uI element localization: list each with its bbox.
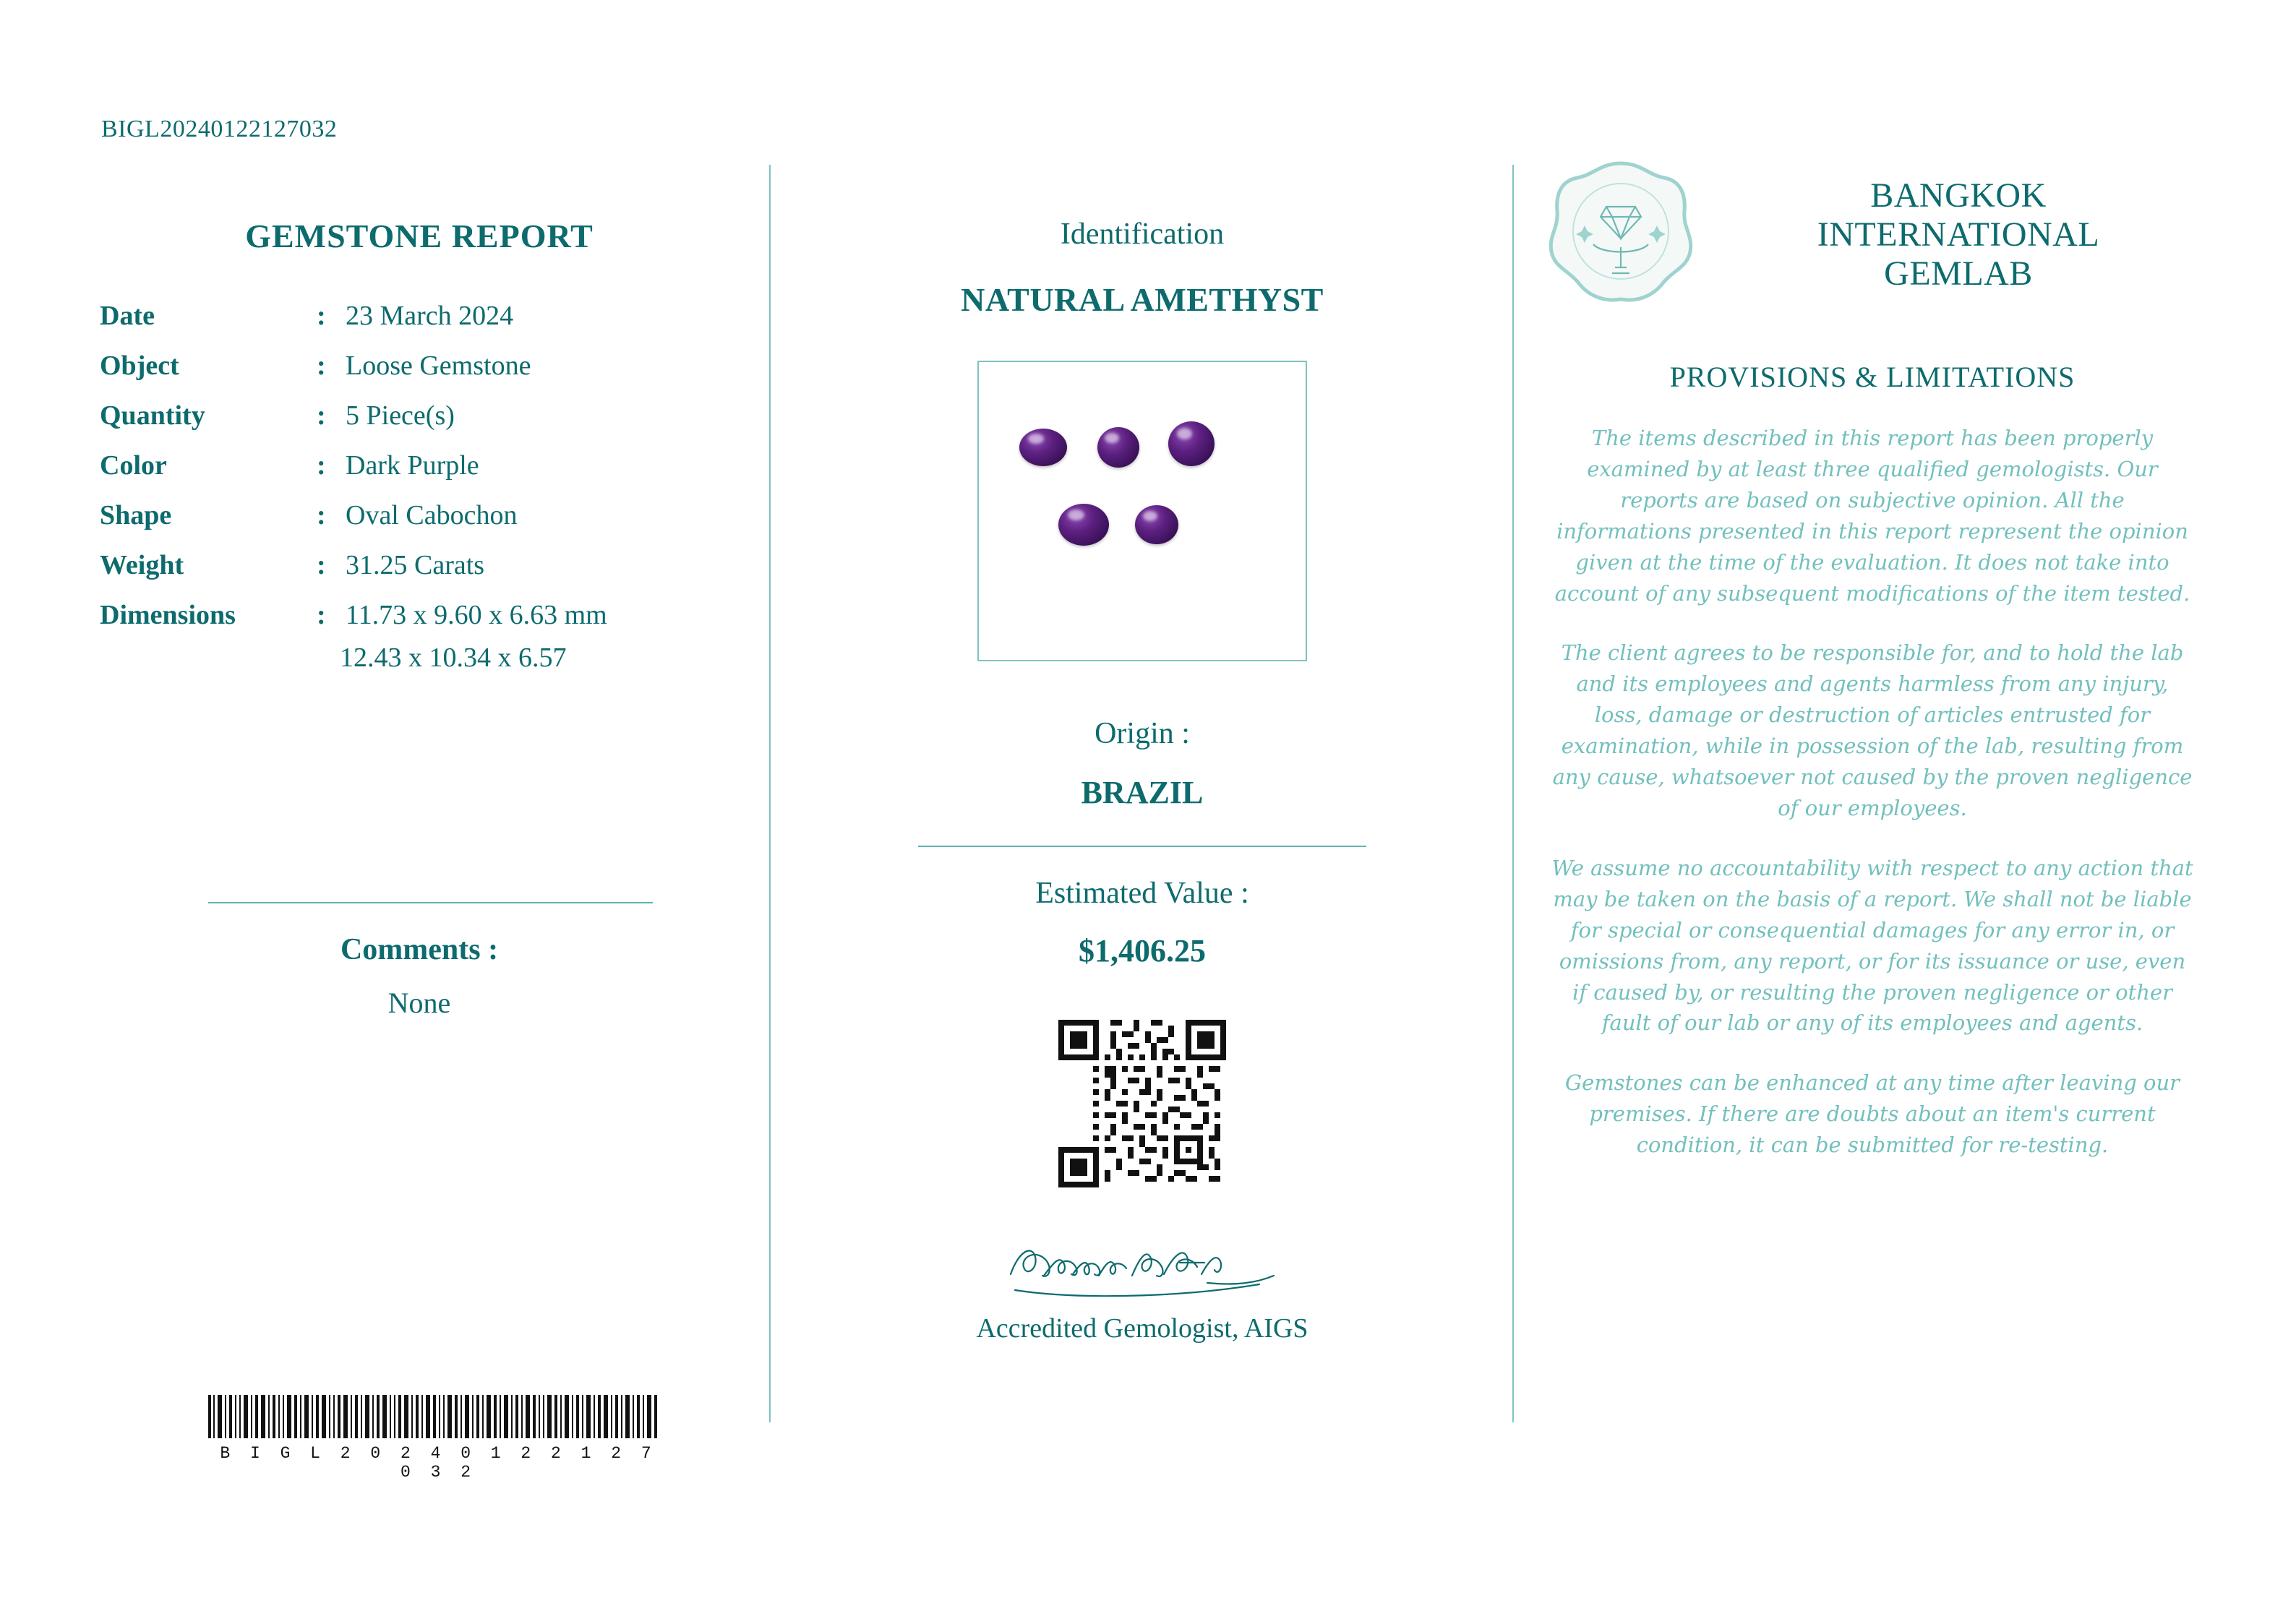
identification-value: NATURAL AMETHYST — [961, 281, 1324, 318]
table-row — [100, 350, 607, 400]
qr-code[interactable] — [1058, 1020, 1226, 1187]
spec-colon: : — [317, 500, 326, 530]
estimated-value-label: Estimated Value : — [1035, 877, 1249, 910]
spec-key: Shape — [100, 500, 172, 530]
lab-name — [1719, 176, 2205, 293]
gemstone-5 — [1135, 505, 1178, 544]
provisions-title: PROVISIONS & LIMITATIONS — [1669, 361, 2076, 393]
table-row — [100, 400, 607, 450]
lab-name-line-2: INTERNATIONAL — [1817, 215, 2100, 254]
comments-label: Comments : — [340, 933, 499, 966]
spec-value: Dark Purple — [346, 450, 479, 481]
brand-header — [1540, 159, 2205, 311]
spec-value: 31.25 Carats — [346, 550, 485, 580]
gem-seal-icon — [1540, 159, 1702, 311]
spec-key: Quantity — [100, 400, 205, 431]
barcode-block — [207, 1395, 669, 1482]
gemstone-photo — [977, 361, 1307, 661]
origin-value: BRAZIL — [1081, 775, 1204, 810]
spec-value: 23 March 2024 — [346, 301, 514, 331]
right-column — [1540, 159, 2205, 1190]
gemstone-2 — [1097, 427, 1139, 468]
spec-colon: : — [317, 450, 326, 481]
report-id: BIGL20240122127032 — [101, 116, 338, 142]
qr-code-icon — [1058, 1020, 1226, 1187]
signature-image — [990, 1232, 1294, 1302]
spec-colon: : — [317, 600, 326, 630]
page-title: GEMSTONE REPORT — [245, 218, 594, 254]
column-divider-right — [1512, 165, 1514, 1422]
dimensions-second-line: 12.43 x 10.34 x 6.57 — [340, 643, 567, 673]
middle-column — [795, 217, 1489, 1344]
provisions-paragraph: The client agrees to be responsible for, and to hold the lab and its employees and agents harmless from any injury, loss, damage or destruction of articles entrusted for examination, while in possession of the lab, resulting from any cause, whatsoever not caused by the proven negligence of our employees. — [1552, 640, 2193, 820]
spec-value: Oval Cabochon — [346, 500, 518, 530]
spec-colon: : — [317, 301, 326, 331]
table-row — [100, 549, 607, 599]
spec-value: Loose Gemstone — [346, 351, 531, 381]
signature — [795, 1232, 1489, 1344]
gemstone-1 — [1019, 429, 1067, 466]
spec-key: Weight — [100, 550, 184, 580]
middle-divider-rule — [918, 846, 1366, 847]
table-row — [100, 499, 607, 549]
provisions-paragraph: Gemstones can be enhanced at any time after leaving our premises. If there are doubts about an item's current condition, it can be submitted for re-testing. — [1564, 1070, 2180, 1158]
comments-block — [94, 932, 745, 1020]
spec-colon: : — [317, 400, 326, 431]
spec-key: Object — [100, 351, 179, 381]
left-column — [94, 217, 745, 674]
column-divider-left — [769, 165, 771, 1422]
identification-label: Identification — [1060, 218, 1225, 251]
left-divider-rule — [208, 902, 653, 903]
lab-name-line-1: BANGKOK — [1870, 176, 2047, 215]
provisions-paragraph: We assume no accountability with respect to any action that may be taken on the basis of a report. We shall not be liable for special or consequential damages for any error in, or omissions from, any report, or for its issuance or use, even if caused by, or resulting the proven negligence or other fault of our lab or any of its employees and agents. — [1551, 855, 2193, 1036]
table-row — [100, 450, 607, 499]
lab-name-line-3: GEMLAB — [1884, 254, 2033, 293]
estimated-value-amount: $1,406.25 — [1079, 933, 1206, 968]
barcode-image — [207, 1395, 659, 1438]
lab-logo-icon — [1540, 159, 1702, 311]
comments-value: None — [387, 987, 451, 1019]
spec-key: Dimensions — [100, 600, 236, 630]
spec-colon: : — [317, 550, 326, 580]
signature-caption: Accredited Gemologist, AIGS — [976, 1313, 1308, 1344]
gemstone-4 — [1058, 504, 1109, 546]
origin-label: Origin : — [1095, 717, 1190, 750]
specs-table — [100, 300, 607, 649]
provisions-paragraph: The items described in this report has been properly examined by at least three qualified gemologists. Our reports are based on subjective opinion. All the informations presented in this report represent the opinion given at the time of the evaluation. It does not take into account of any subsequent modifications of the item tested. — [1554, 426, 2190, 606]
spec-colon: : — [317, 351, 326, 381]
table-row — [100, 300, 607, 350]
spec-value: 5 Piece(s) — [346, 400, 455, 431]
spec-value: 11.73 x 9.60 x 6.63 mm — [346, 600, 607, 630]
barcode-text: B I G L 2 0 2 4 0 1 2 2 1 2 7 0 3 2 — [220, 1444, 656, 1482]
spec-key: Color — [100, 450, 167, 481]
spec-key: Date — [100, 301, 155, 331]
gemstone-3 — [1168, 421, 1215, 466]
